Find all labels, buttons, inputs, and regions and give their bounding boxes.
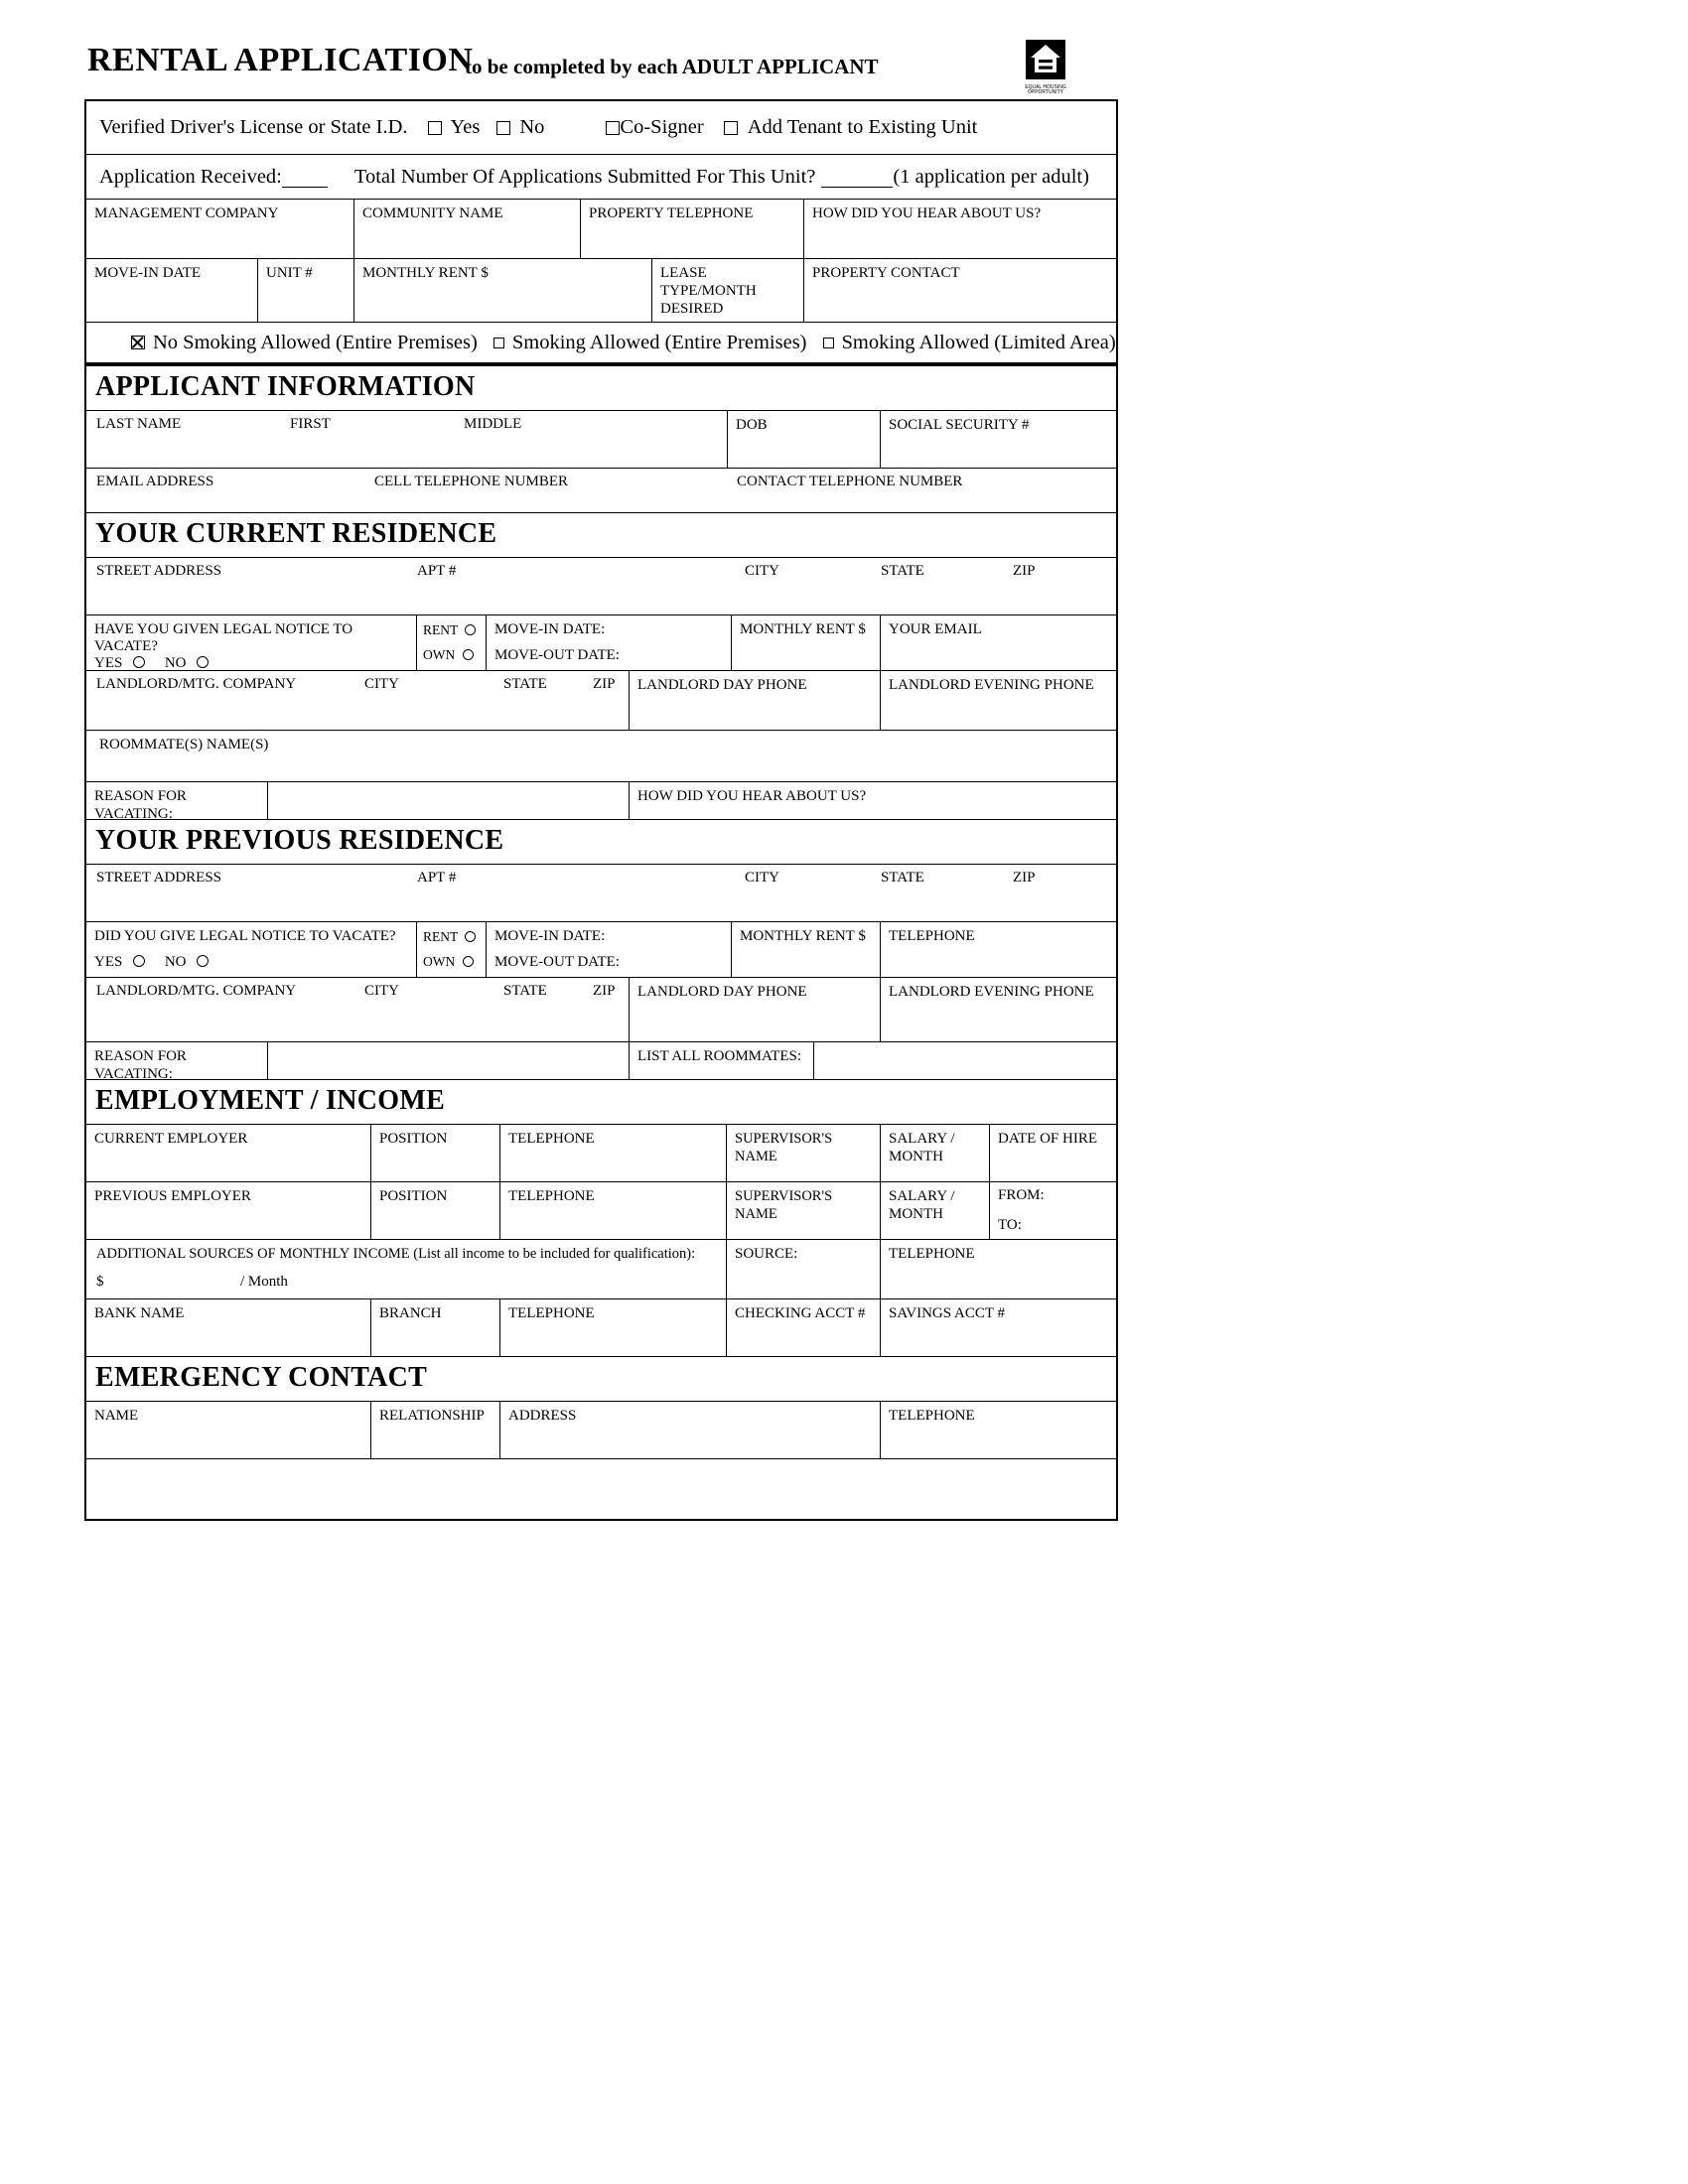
field-current-rent-own[interactable] <box>417 615 487 670</box>
previous-list-roommates-label: LIST ALL ROOMMATES: <box>637 1048 802 1064</box>
property-info-row-2 <box>86 259 1116 323</box>
current-rent-radio[interactable] <box>465 624 476 635</box>
current-employer-telephone-label: TELEPHONE <box>508 1131 595 1147</box>
form-box <box>84 99 1118 1521</box>
current-rent-label: RENT <box>423 622 459 637</box>
move-in-date-label: MOVE-IN DATE <box>94 265 202 281</box>
field-previous-rent-own[interactable] <box>417 922 487 977</box>
branch-label: BRANCH <box>379 1305 442 1321</box>
applicant-information-heading: APPLICANT INFORMATION <box>95 371 476 402</box>
previous-landlord-city-label: CITY <box>364 983 399 999</box>
previous-landlord-state-label: STATE <box>503 983 547 999</box>
previous-reason-label-cell <box>86 1042 268 1082</box>
emergency-name-label: NAME <box>94 1408 139 1424</box>
monthly-rent-label: MONTHLY RENT $ <box>362 265 489 281</box>
bank-name-label: BANK NAME <box>94 1305 185 1321</box>
field-current-landlord-day-phone[interactable] <box>630 671 881 730</box>
previous-street-row <box>86 865 1116 922</box>
middle-name-label: MIDDLE <box>464 416 522 432</box>
current-roommates-row <box>86 731 1116 782</box>
section-current-residence <box>86 513 1116 558</box>
field-previous-salary[interactable] <box>881 1182 990 1239</box>
previous-residence-heading: YOUR PREVIOUS RESIDENCE <box>95 825 504 856</box>
field-income-source[interactable] <box>727 1240 881 1298</box>
current-landlord-row <box>86 671 1116 731</box>
how-did-you-hear-label: HOW DID YOU HEAR ABOUT US? <box>812 205 1042 221</box>
emergency-contact-row <box>86 1402 1116 1459</box>
emergency-address-label: ADDRESS <box>508 1408 577 1424</box>
field-current-salary[interactable] <box>881 1125 990 1181</box>
field-property-contact[interactable] <box>804 259 1116 322</box>
previous-street-label: STREET ADDRESS <box>96 870 221 886</box>
employment-income-heading: EMPLOYMENT / INCOME <box>95 1085 446 1116</box>
smoking-entire-checkbox[interactable] <box>493 338 504 348</box>
field-current-hear-about[interactable] <box>630 782 1116 819</box>
bank-row <box>86 1299 1116 1357</box>
field-previous-monthly-rent[interactable] <box>732 922 881 977</box>
previous-no-radio[interactable] <box>197 955 209 967</box>
field-checking-acct[interactable] <box>727 1299 881 1356</box>
previous-landlord-zip-label: ZIP <box>593 983 616 999</box>
current-employer-label: CURRENT EMPLOYER <box>94 1131 248 1147</box>
current-landlord-day-phone-label: LANDLORD DAY PHONE <box>637 677 807 693</box>
field-how-did-you-hear[interactable] <box>804 200 1116 258</box>
lease-type-label: LEASE TYPE/MONTH DESIRED <box>660 265 757 317</box>
field-emergency-telephone[interactable] <box>881 1402 1116 1458</box>
current-yes-radio[interactable] <box>133 656 145 668</box>
field-previous-landlord-day-phone[interactable] <box>630 978 881 1041</box>
field-current-roommates[interactable] <box>86 731 1116 781</box>
verified-no-checkbox[interactable] <box>496 121 510 135</box>
house-icon <box>1026 40 1065 79</box>
current-your-email-label: YOUR EMAIL <box>889 621 982 637</box>
emergency-relationship-label: RELATIONSHIP <box>379 1408 485 1424</box>
previous-state-label: STATE <box>881 870 924 886</box>
additional-income-label: ADDITIONAL SOURCES OF MONTHLY INCOME (List all income to be included for qualification): <box>96 1246 696 1262</box>
current-move-in-label: MOVE-IN DATE: <box>494 621 606 637</box>
current-apt-label: APT # <box>417 563 457 579</box>
total-apps-label: Total Number Of Applications Submitted For This Unit? <box>353 165 816 188</box>
contact-phone-label: CONTACT TELEPHONE NUMBER <box>737 474 963 489</box>
previous-yes-label: YES <box>94 954 123 970</box>
field-previous-supervisor[interactable] <box>727 1182 881 1239</box>
previous-yes-radio[interactable] <box>133 955 145 967</box>
previous-supervisor-label: SUPERVISOR'S NAME <box>735 1188 833 1222</box>
employment-from-label: FROM: <box>998 1187 1045 1203</box>
field-previous-landlord-evening-phone[interactable] <box>881 978 1116 1041</box>
property-info-row-1 <box>86 200 1116 259</box>
field-emergency-address[interactable] <box>500 1402 881 1458</box>
previous-move-in-label: MOVE-IN DATE: <box>494 928 606 944</box>
field-current-your-email[interactable] <box>881 615 1116 670</box>
per-adult-note: (1 application per adult) <box>893 165 1089 188</box>
property-telephone-label: PROPERTY TELEPHONE <box>589 205 754 221</box>
additional-income-per-month-label: / Month <box>240 1274 288 1290</box>
previous-salary-label: SALARY / MONTH <box>889 1188 955 1222</box>
field-previous-reason[interactable] <box>268 1042 630 1079</box>
current-supervisor-label: SUPERVISOR'S NAME <box>735 1131 833 1164</box>
field-savings-acct[interactable] <box>881 1299 1116 1356</box>
current-city-label: CITY <box>745 563 779 579</box>
field-ssn[interactable] <box>881 411 1116 468</box>
field-employment-from-to[interactable] <box>990 1182 1116 1239</box>
current-yes-label: YES <box>94 655 123 671</box>
current-street-label: STREET ADDRESS <box>96 563 221 579</box>
field-emergency-name[interactable] <box>86 1402 371 1458</box>
previous-landlord-label: LANDLORD/MTG. COMPANY <box>96 983 297 999</box>
current-landlord-city-label: CITY <box>364 676 399 692</box>
additional-income-dollar-label: $ <box>96 1274 104 1290</box>
field-current-monthly-rent[interactable] <box>732 615 881 670</box>
field-dob[interactable] <box>728 411 881 468</box>
field-current-landlord[interactable] <box>86 671 630 730</box>
property-contact-label: PROPERTY CONTACT <box>812 265 960 281</box>
field-current-legal-notice[interactable] <box>86 615 417 670</box>
current-reason-row <box>86 782 1116 820</box>
current-no-radio[interactable] <box>197 656 209 668</box>
field-income-telephone[interactable] <box>881 1240 1116 1298</box>
emergency-contact-heading: EMERGENCY CONTACT <box>95 1362 428 1393</box>
field-bank-name[interactable] <box>86 1299 371 1356</box>
previous-employer-label: PREVIOUS EMPLOYER <box>94 1188 251 1204</box>
unit-number-label: UNIT # <box>266 265 313 281</box>
field-current-move-dates[interactable] <box>487 615 732 670</box>
field-current-position[interactable] <box>371 1125 500 1181</box>
page-subtitle: to be completed by each ADULT APPLICANT <box>465 55 879 78</box>
previous-move-out-label: MOVE-OUT DATE: <box>494 954 620 970</box>
current-landlord-evening-phone-label: LANDLORD EVENING PHONE <box>889 677 1094 693</box>
smoking-limited-checkbox[interactable] <box>823 338 834 348</box>
field-current-employer-telephone[interactable] <box>500 1125 727 1181</box>
field-bank-telephone[interactable] <box>500 1299 727 1356</box>
field-previous-position[interactable] <box>371 1182 500 1239</box>
email-label: EMAIL ADDRESS <box>96 474 214 489</box>
current-landlord-label: LANDLORD/MTG. COMPANY <box>96 676 297 692</box>
field-community-name[interactable] <box>354 200 581 258</box>
field-current-street-address[interactable] <box>86 558 1116 614</box>
bank-telephone-label: TELEPHONE <box>508 1305 595 1321</box>
field-current-reason[interactable] <box>268 782 630 819</box>
previous-employer-row <box>86 1182 1116 1240</box>
smoking-entire-label: Smoking Allowed (Entire Premises) <box>511 331 807 353</box>
first-name-label: FIRST <box>290 416 331 432</box>
field-current-supervisor[interactable] <box>727 1125 881 1181</box>
section-employment-income <box>86 1080 1116 1125</box>
section-applicant-information <box>86 366 1116 411</box>
cosigner-checkbox[interactable] <box>606 121 620 135</box>
blank-area-cell <box>86 1459 1116 1519</box>
last-name-label: LAST NAME <box>96 416 182 432</box>
income-source-label: SOURCE: <box>735 1246 798 1262</box>
field-lease-type[interactable] <box>652 259 804 322</box>
previous-rent-label: RENT <box>423 929 459 944</box>
previous-position-label: POSITION <box>379 1188 448 1204</box>
equal-housing-logo <box>1024 40 1067 95</box>
field-additional-income[interactable] <box>86 1240 727 1298</box>
smoking-options-row <box>86 323 1116 366</box>
applicant-name-row <box>86 411 1116 469</box>
no-smoking-checkbox[interactable] <box>131 336 145 349</box>
previous-own-label: OWN <box>423 954 456 969</box>
dob-label: DOB <box>736 417 768 433</box>
current-residence-heading: YOUR CURRENT RESIDENCE <box>95 518 497 549</box>
management-company-label: MANAGEMENT COMPANY <box>94 205 279 221</box>
current-reason-label-cell <box>86 782 268 822</box>
previous-zip-label: ZIP <box>1013 870 1036 886</box>
current-own-label: OWN <box>423 647 456 662</box>
field-previous-employer-telephone[interactable] <box>500 1182 727 1239</box>
field-previous-move-dates[interactable] <box>487 922 732 977</box>
current-notice-row <box>86 615 1116 671</box>
field-previous-employer[interactable] <box>86 1182 371 1239</box>
current-reason-label: REASON FOR VACATING: <box>94 788 187 822</box>
previous-reason-label: REASON FOR VACATING: <box>94 1048 187 1082</box>
current-street-row <box>86 558 1116 615</box>
field-previous-telephone[interactable] <box>881 922 1116 977</box>
field-email-and-phones[interactable] <box>86 469 1116 512</box>
current-position-label: POSITION <box>379 1131 448 1147</box>
current-landlord-state-label: STATE <box>503 676 547 692</box>
field-monthly-rent[interactable] <box>354 259 652 322</box>
total-apps-blank[interactable] <box>821 166 893 189</box>
field-management-company[interactable] <box>86 200 354 258</box>
add-tenant-label: Add Tenant to Existing Unit <box>747 116 978 138</box>
current-monthly-rent-label: MONTHLY RENT $ <box>740 621 866 637</box>
verified-id-label: Verified Driver's License or State I.D. <box>99 116 408 138</box>
checking-acct-label: CHECKING ACCT # <box>735 1305 866 1321</box>
previous-city-label: CITY <box>745 870 779 886</box>
income-telephone-label: TELEPHONE <box>889 1246 975 1262</box>
field-previous-list-roommates[interactable] <box>814 1042 1116 1079</box>
verified-yes-label: Yes <box>450 116 481 138</box>
previous-notice-row <box>86 922 1116 978</box>
current-roommates-label: ROOMMATE(S) NAME(S) <box>99 737 269 752</box>
field-date-of-hire[interactable] <box>990 1125 1116 1181</box>
employment-to-label: TO: <box>998 1217 1022 1233</box>
current-no-label: NO <box>164 655 187 671</box>
application-received-row <box>86 155 1116 200</box>
field-emergency-relationship[interactable] <box>371 1402 500 1458</box>
verified-no-label: No <box>519 116 545 138</box>
date-of-hire-label: DATE OF HIRE <box>998 1131 1097 1147</box>
application-received-label: Application Received: <box>99 165 282 188</box>
form-wrap <box>84 40 1118 1521</box>
field-previous-street-address[interactable] <box>86 865 1116 921</box>
previous-rent-radio[interactable] <box>465 931 476 942</box>
previous-employer-telephone-label: TELEPHONE <box>508 1188 595 1204</box>
previous-telephone-label: TELEPHONE <box>889 928 975 944</box>
field-unit-number[interactable] <box>258 259 354 322</box>
emergency-telephone-label: TELEPHONE <box>889 1408 975 1424</box>
previous-list-roommates-label-cell <box>630 1042 814 1079</box>
previous-no-label: NO <box>164 954 187 970</box>
current-zip-label: ZIP <box>1013 563 1036 579</box>
current-notice-question: HAVE YOU GIVEN LEGAL NOTICE TO VACATE? <box>94 621 353 654</box>
previous-notice-question: DID YOU GIVE LEGAL NOTICE TO VACATE? <box>94 928 396 944</box>
current-landlord-zip-label: ZIP <box>593 676 616 692</box>
field-current-employer[interactable] <box>86 1125 371 1181</box>
field-property-telephone[interactable] <box>581 200 804 258</box>
field-name[interactable] <box>86 411 728 468</box>
verified-id-row <box>86 101 1116 155</box>
previous-own-radio[interactable] <box>463 956 474 967</box>
no-smoking-label: No Smoking Allowed (Entire Premises) <box>153 331 478 353</box>
blank-area <box>86 1459 1116 1519</box>
section-emergency-contact <box>86 1357 1116 1402</box>
cosigner-label: Co-Signer <box>620 116 704 138</box>
applicant-contact-row <box>86 469 1116 513</box>
current-own-radio[interactable] <box>463 649 474 660</box>
field-current-landlord-evening-phone[interactable] <box>881 671 1116 730</box>
add-tenant-checkbox[interactable] <box>724 121 738 135</box>
previous-reason-row <box>86 1042 1116 1080</box>
page-title: RENTAL APPLICATION <box>87 42 474 78</box>
previous-monthly-rent-label: MONTHLY RENT $ <box>740 928 866 944</box>
field-previous-legal-notice[interactable] <box>86 922 417 977</box>
community-name-label: COMMUNITY NAME <box>362 205 503 221</box>
section-previous-residence <box>86 820 1116 865</box>
field-branch[interactable] <box>371 1299 500 1356</box>
equal-housing-caption: EQUAL HOUSING OPPORTUNITY <box>1025 84 1066 95</box>
previous-apt-label: APT # <box>417 870 457 886</box>
header <box>84 40 1118 99</box>
field-move-in-date[interactable] <box>86 259 258 322</box>
field-previous-landlord[interactable] <box>86 978 630 1041</box>
additional-income-row <box>86 1240 1116 1299</box>
current-hear-about-label: HOW DID YOU HEAR ABOUT US? <box>637 788 867 804</box>
current-move-out-label: MOVE-OUT DATE: <box>494 647 620 663</box>
previous-landlord-day-phone-label: LANDLORD DAY PHONE <box>637 984 807 1000</box>
current-employer-row <box>86 1125 1116 1182</box>
current-salary-label: SALARY / MONTH <box>889 1131 955 1164</box>
savings-acct-label: SAVINGS ACCT # <box>889 1305 1005 1321</box>
previous-landlord-evening-phone-label: LANDLORD EVENING PHONE <box>889 984 1094 1000</box>
current-state-label: STATE <box>881 563 924 579</box>
smoking-limited-label: Smoking Allowed (Limited Area) <box>841 331 1116 353</box>
previous-landlord-row <box>86 978 1116 1042</box>
ssn-label: SOCIAL SECURITY # <box>889 417 1030 433</box>
application-received-blank[interactable] <box>282 166 328 189</box>
verified-yes-checkbox[interactable] <box>428 121 442 135</box>
cell-phone-label: CELL TELEPHONE NUMBER <box>374 474 568 489</box>
